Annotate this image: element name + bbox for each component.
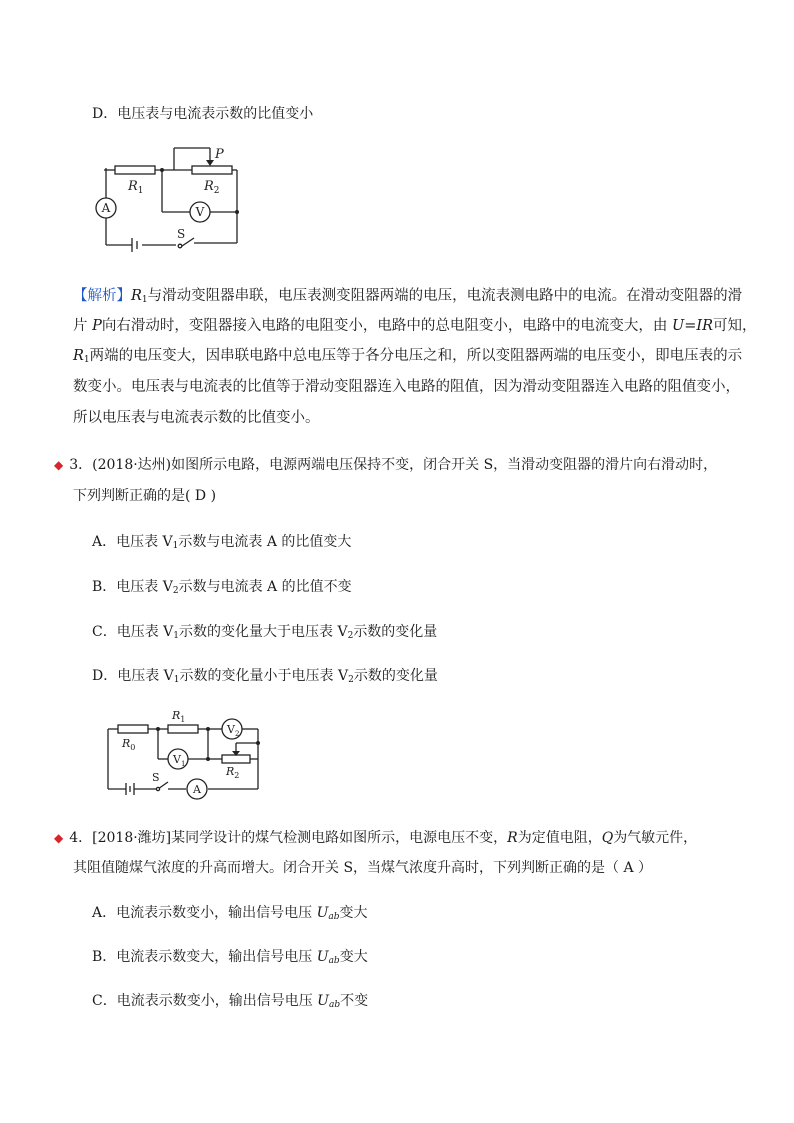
q3-line-1: ◆ 3．(2018·达州)如图所示电路，电源两端电压保持不变，闭合开关 S，当滑动变阻器的滑片向右滑动时， bbox=[54, 457, 718, 473]
q3-option-a: A．电压表 $V_1$示数与电流表 A 的比值变大 bbox=[92, 534, 352, 551]
analysis-line-4: 数变小。电压表与电流表的比值等于滑动变阻器连入电路的阻值，因为滑动变阻器连入电路的阻值变小， bbox=[73, 379, 740, 395]
r0-label: $R_0$ bbox=[122, 737, 136, 752]
v1-label: $V_1$ bbox=[173, 753, 186, 768]
r1-label: $R_1$ bbox=[128, 179, 144, 196]
ammeter-label: A bbox=[101, 201, 111, 215]
analysis-line-1: 【解析】$R_1$与滑动变阻器串联，电压表测变阻器两端的电压，电流表测电路中的电流。在滑动变阻器的滑 bbox=[73, 288, 743, 305]
r2-label: $R_2$ bbox=[204, 179, 220, 196]
q4-line-2: 其阻值随煤气浓度的升高而增大。闭合开关 S，当煤气浓度升高时，下列判断正确的是（ A ） bbox=[73, 860, 653, 876]
q3-line-2: 下列判断正确的是( D ) bbox=[73, 488, 217, 504]
q4-option-b: B．电流表示数变大，输出信号电压 $U_{ab}$变大 bbox=[92, 949, 368, 966]
q3-circuit-diagram bbox=[100, 703, 270, 803]
q3-option-d: D．电压表 $V_1$示数的变化量小于电压表 $V_2$示数的变化量 bbox=[92, 668, 438, 685]
r1-label: $R_1$ bbox=[172, 709, 186, 724]
q3-option-b: B．电压表 $V_2$示数与电流表 A 的比值不变 bbox=[92, 579, 352, 596]
r2-label: $R_2$ bbox=[226, 765, 240, 780]
analysis-line-2: 片 P向右滑动时，变阻器接入电路的电阻变小，电路中的总电阻变小，电路中的电流变大，由 U=IR可知， bbox=[73, 318, 757, 334]
question-marker-icon: ◆ bbox=[54, 831, 64, 845]
question-marker-icon: ◆ bbox=[54, 458, 64, 472]
q3-option-c: C．电压表 $V_1$示数的变化量大于电压表 $V_2$示数的变化量 bbox=[92, 624, 438, 641]
q2-option-d: D．电压表与电流表示数的比值变小 bbox=[92, 106, 314, 122]
q2-circuit-diagram bbox=[90, 140, 250, 255]
ammeter-label: A bbox=[193, 783, 201, 796]
switch-label: S bbox=[152, 771, 160, 784]
voltmeter-label: V bbox=[195, 205, 205, 219]
q4-option-c: C．电流表示数变小，输出信号电压 $U_{ab}$不变 bbox=[92, 993, 369, 1010]
slider-label: P bbox=[215, 147, 224, 162]
q4-option-a: A．电流表示数变小，输出信号电压 $U_{ab}$变大 bbox=[92, 905, 368, 922]
switch-label: S bbox=[177, 227, 186, 241]
analysis-line-3: $R_1$两端的电压变大，因串联电路中总电压等于各分电压之和，所以变阻器两端的电压变小，即电压表的示 bbox=[73, 348, 743, 365]
q4-line-1: ◆ 4．[2018·潍坊]某同学设计的煤气检测电路如图所示，电源电压不变，R为定值电阻，Q为气敏元件， bbox=[54, 830, 698, 846]
analysis-line-5: 所以电压表与电流表示数的比值变小。 bbox=[73, 410, 320, 426]
v2-label: $V_2$ bbox=[227, 723, 240, 738]
